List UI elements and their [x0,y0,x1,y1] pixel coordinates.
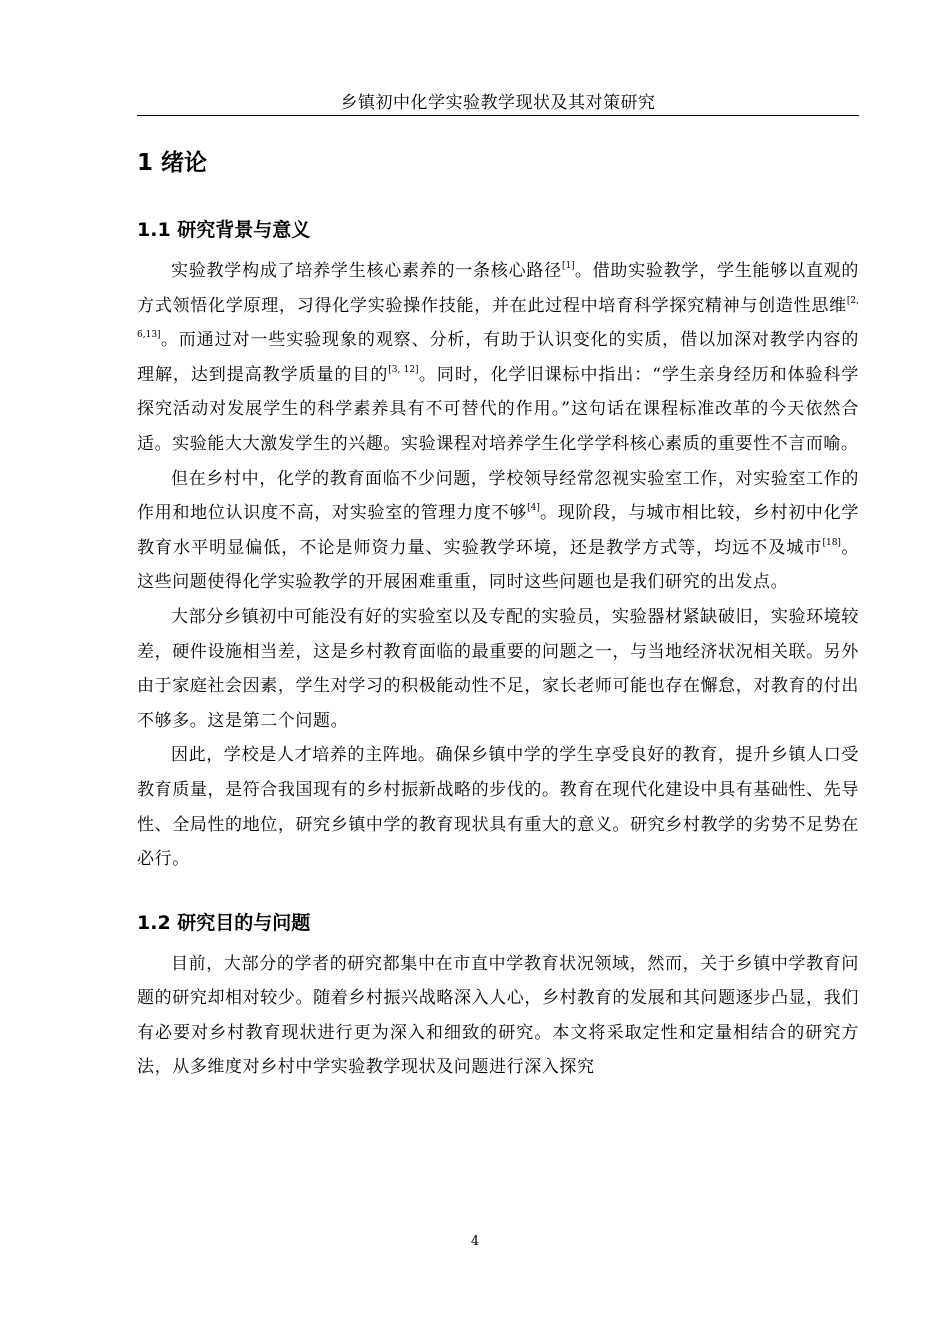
paragraph [137,254,859,462]
citation-ref: [2, 6,13] [137,295,859,341]
paragraph-text: 因此，学校是人才培养的主阵地。确保乡镇中学的学生享受良好的教育，提升乡镇人口受教育质量，是符合我国现有的乡村振新战略的步伐的。教育在现代化建设中具有基础性、先导性、全局性的地位，研究乡镇中学的教育现状具有重大的意义。研究乡村教学的劣势不足势在必行。 [137,745,859,870]
page-number: 4 [470,1234,480,1249]
paragraph-text: 。而通过对一些实验现象的观察、分析，有助于认识变化的实质，借以加深对教学内容的理解，达到提高教学质量的目的 [137,330,859,385]
header-rule [137,115,859,116]
paragraph [137,600,859,738]
section-title: 1.1 研究背景与意义 [137,219,311,241]
paragraph-text: 。现阶段，与城市相比较，乡村初中化学教育水平明显偏低，不论是师资力量、实验教学环境，还是教学方式等，均远不及城市 [137,503,859,558]
chapter-title: 1 绪论 [137,150,208,176]
citation-ref: [4] [527,503,540,514]
paragraph [137,947,859,1085]
paragraph [137,738,859,876]
paragraph-text: 。借助实验教学，学生能够以直观的方式领悟化学原理，习得化学实验操作技能，并在此过程中培育科学探究精神与创造性思维 [137,261,859,316]
paragraph-text: 但在乡村中，化学的教育面临不少问题，学校领导经常忽视实验室工作，对实验室工作的作用和地位认识度不高，对实验室的管理力度不够 [137,468,859,524]
paragraph [137,462,859,600]
citation-ref: [3, 12] [388,364,419,375]
section-title: 1.2 研究目的与问题 [137,911,311,934]
paragraph-text: 。这些问题使得化学实验教学的开展困难重重，同时这些问题也是我们研究的出发点。 [137,537,859,593]
citation-ref: [18] [822,537,841,548]
paragraph-text: 大部分乡镇初中可能没有好的实验室以及专配的实验员，实验器材紧缺破旧，实验环境较差，硬件设施相当差，这是乡村教育面临的最重要的问题之一，与当地经济状况相关联。另外由于家庭社会因素，学生对学习的积极能动性不足，家长老师可能也存在懈怠，对教育的付出不够多。这是第二个问题。 [137,606,859,731]
paragraph-text: 目前，大部分的学者的研究都集中在市直中学教育状况领域，然而，关于乡镇中学教育问题的研究却相对较少。随着乡村振兴战略深入人心，乡村教育的发展和其问题逐步凸显，我们有必要对乡村教育现状进行更为深入和细致的研究。本文将采取定性和定量相结合的研究方法，从多维度对乡村中学实验教学现状及问题进行深入探究 [137,953,859,1078]
running-header: 乡镇初中化学实验教学现状及其对策研究 [340,93,656,113]
citation-ref: [1] [561,261,575,271]
page-content [137,140,859,1085]
paragraph-text: 。同时，化学旧课标中指出：“学生亲身经历和体验科学探究活动对发展学生的科学素养具有不可替代的作用。”这句话在课程标准改革的今天依然合适。实验能大大激发学生的兴趣。实验课程对培养学生化学学科核心素质的重要性不言而喻。 [137,364,859,454]
paragraph-text: 实验教学构成了培养学生核心素养的一条核心路径 [171,261,562,281]
